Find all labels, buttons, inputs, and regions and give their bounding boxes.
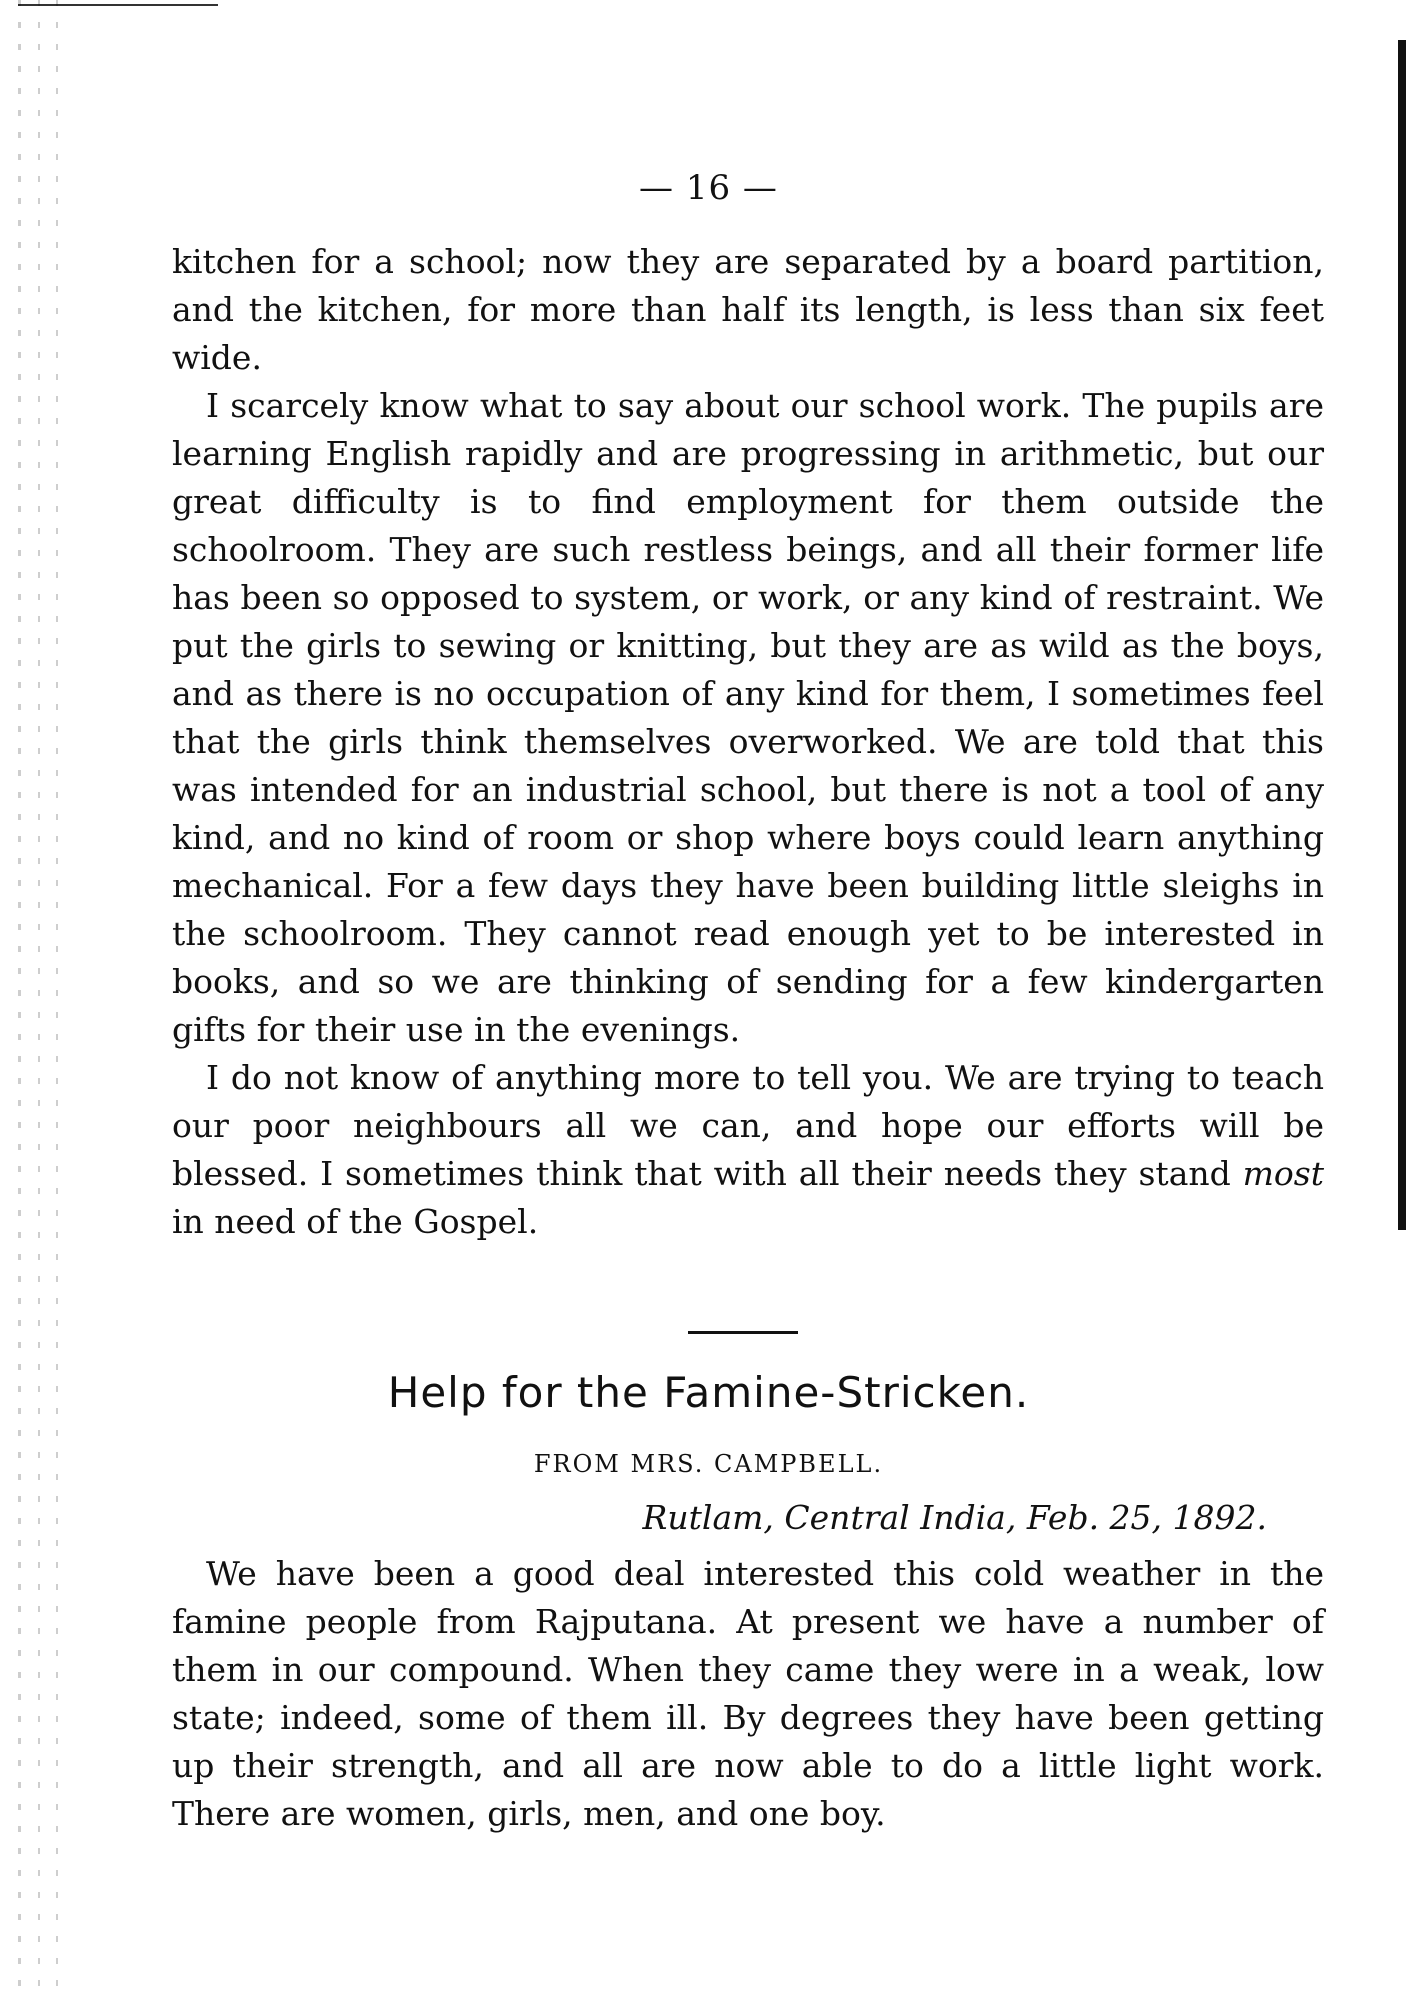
page-number: — 16 — xyxy=(639,168,778,208)
paragraph: I scarcely know what to say about our school work. The pupils are learning English rapidly and are progressing in arithmetic, but our great difficulty is to find employment for them outside the schoolroom. They are such restless beings, and all their former life has been so opposed to system, or work, or any kind of restraint. We put the girls to sewing or knitting, but they are as wild as the boys, and as there is no occupation of any kind for them, I sometimes feel that the girls think themselves overworked. We are told that this was intended for an industrial school, but there is not a tool of any kind, and no kind of room or shop where boys could learn anything mechanical. For a few days they have been building little sleighs in the schoolroom. They cannot read enough yet to be interested in books, and so we are thinking of sending for a few kindergarten gifts for their use in the evenings. xyxy=(172,386,1324,1049)
scan-artifact-left xyxy=(18,0,68,1997)
paragraph-text: I do not know of anything more to tell you. We are trying to teach our poor neighbours all we can, and hope our efforts will be blessed. I sometimes think that with all their needs they stand xyxy=(172,1058,1324,1193)
letter-body xyxy=(172,1550,1324,1838)
dateline: Rutlam, Central India, Feb. 25, 1892. xyxy=(642,1498,1267,1537)
section-heading: Help for the Famine-Stricken. xyxy=(387,1368,1030,1417)
paragraph: We have been a good deal interested this cold weather in the famine people from Rajputana. At present we have a number of them in our compound. When they came they were in a weak, low state; indeed, some of them ill. By degrees they have been getting up their strength, and all are now able to do a little light work. There are women, girls, men, and one boy. xyxy=(172,1554,1324,1833)
paragraph: kitchen for a school; now they are separated by a board partition, and the kitchen, for more than half its length, is less than six feet wide. xyxy=(172,242,1324,377)
byline: FROM MRS. CAMPBELL. xyxy=(533,1450,884,1478)
scan-artifact-right xyxy=(1398,40,1406,1230)
paragraph xyxy=(172,1054,1324,1246)
letter-continuation xyxy=(172,238,1324,1246)
paragraph-text: in need of the Gospel. xyxy=(172,1202,539,1241)
emphasis-text: most xyxy=(1242,1154,1324,1193)
section-divider xyxy=(688,1331,798,1334)
